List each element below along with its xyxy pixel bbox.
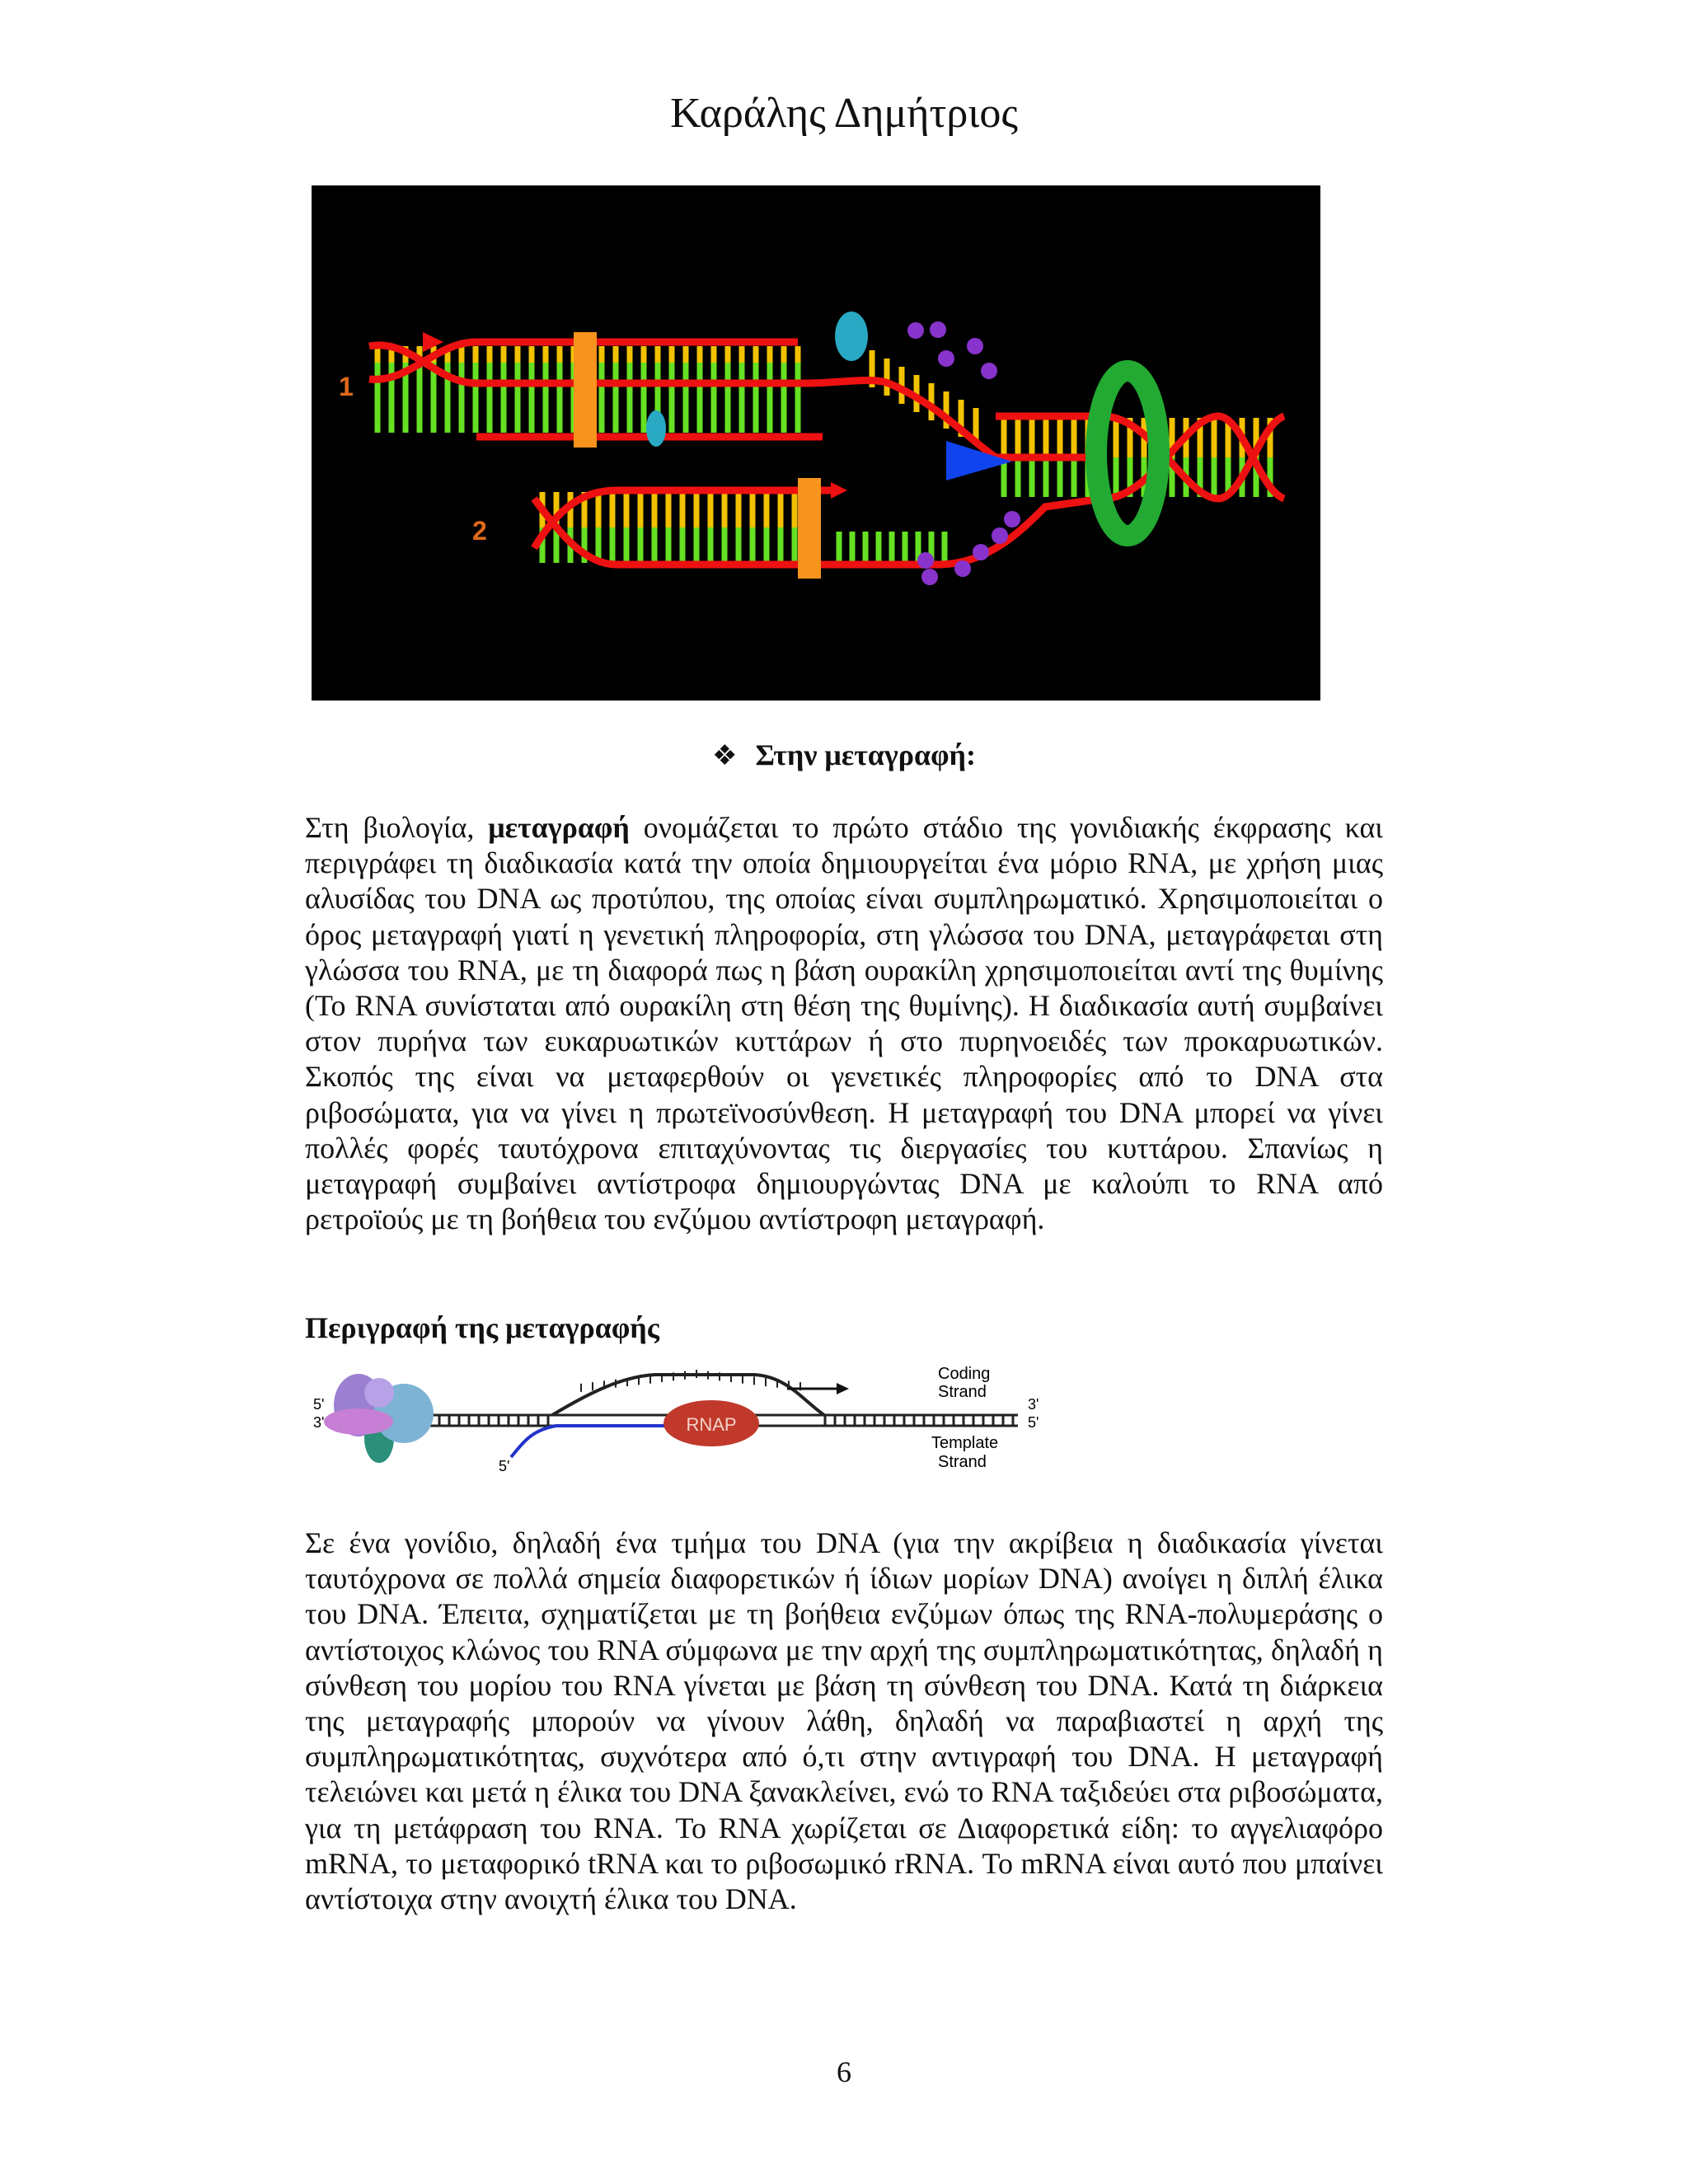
small-cyan-protein <box>646 410 666 447</box>
paragraph-1: Στη βιολογία, μεταγραφή ονομάζεται το πρώτο στάδιο της γονιδιακής έκφρασης και περιγράφει τη διαδικασία κατά την οποία δημιουργείται ένα μόριο RNA, με χρήση μιας αλυσίδας του DNA ως προτύπου, της οποίας είναι συμπληρωματικό. Χρησιμοποιείται ο όρος μεταγραφή γιατί η γενετική πληροφορία, στη γλώσσα του DNA, μεταγράφεται στη γλώσσα του RNA, με τη διαφορά πως η βάση ουρακίλη χρησιμοποιείται αντί της θυμίνης (Το RNA συνίσταται από ουρακίλη στη θέση της θυμίνης). Η διαδικασία αυτή συμβαίνει στον πυρήνα των ευκαρυωτικών κυττάρων ή στο πυρηνοειδές των προκαρυωτικών. Σκοπός της είναι να μεταφερθούν οι γενετικές πληροφορίες από το DNA στα ριβοσώματα, για να γίνει η πρωτεϊνοσύνθεση. Η μεταγραφή του DNA μπορεί να γίνει πολλές φορές ταυτόχρονα επιταχύνοντας τις διεργασίες του κυττάρου. Σπανίως η μεταγραφή συμβαίνει αντίστροφα δημιουργώντας DNA με καλούπι το RNA από ρετροϊούς με τη βοήθεια του ενζύμου αντίστροφη μεταγραφή. <box>305 811 1383 1236</box>
subheading: Περιγραφή της μεταγραφής <box>305 1311 659 1344</box>
transcription-diagram <box>309 1360 1051 1483</box>
section-heading-text: Στην μεταγραφή: <box>755 738 976 771</box>
strand2-label: 2 <box>472 516 487 546</box>
clamp-2 <box>798 478 821 579</box>
paragraph-2: Σε ένα γονίδιο, δηλαδή ένα τμήμα του DNA (για την ακρίβεια η διαδικασία γίνεται ταυτόχρονα σε πολλά σημεία διαφορετικών ή ίδιων μορίων DNA) ανοίγει η διπλή έλικα του DNA. Έπειτα, σχηματίζεται με τη βοήθεια ενζύμων όπως της RNA-πολυμεράσης ο αντίστοιχος κλώνος του RNA σύμφωνα με την αρχή της συμπληρωματικότητας, δηλαδή η σύνθεση του μορίου του RNA γίνεται με βάση τη σύνθεση του DNA. Κατά τη διάρκεια της μεταγραφής μπορούν να γίνουν λάθη, δηλαδή να παραβιαστεί η αρχή της συμπληρωματικότητας, συχνότερα από ό,τι στην αντιγραφή του DNA. Η μεταγραφή τελειώνει και μετά η έλικα του DNA ξανακλείνει, ενώ το RNA ταξιδεύει στα ριβοσώματα, για τη μετάφραση του RNA. Το RNA χωρίζεται σε Διαφορετικά είδη: το αγγελιαφόρο mRNA, το μεταφορικό tRNA και το ριβοσωμικό rRNA. Το mRNA είναι αυτό που μπαίνει αντίστοιχα στην ανοιχτή έλικα του DNA. <box>305 1526 1383 1916</box>
rna-five-prime: 5' <box>499 1458 510 1474</box>
three-prime-left: 3' <box>313 1414 325 1431</box>
helicase-cyan <box>835 312 868 361</box>
coding-label-1: Coding <box>938 1365 991 1383</box>
page-number: 6 <box>837 2055 851 2088</box>
bullet-diamond-icon: ❖ <box>712 741 738 771</box>
coding-label-2: Strand <box>938 1383 987 1401</box>
ribosome-part <box>324 1408 393 1435</box>
dna-replication-figure <box>312 185 1320 701</box>
section-heading <box>0 738 1688 772</box>
bold-term: μεταγραφή <box>488 811 630 844</box>
five-prime-right: 5' <box>1028 1414 1039 1431</box>
rnap-label: RNAP <box>686 1414 737 1435</box>
clamp-1 <box>574 332 597 448</box>
template-label-2: Strand <box>938 1453 987 1471</box>
ribosome-part <box>364 1378 394 1408</box>
strand1-label: 1 <box>339 372 354 401</box>
template-label-1: Template <box>931 1434 999 1452</box>
five-prime-left: 5' <box>313 1396 325 1413</box>
three-prime-right: 3' <box>1028 1396 1039 1413</box>
page-header: Καράλης Δημήτριος <box>670 90 1018 137</box>
